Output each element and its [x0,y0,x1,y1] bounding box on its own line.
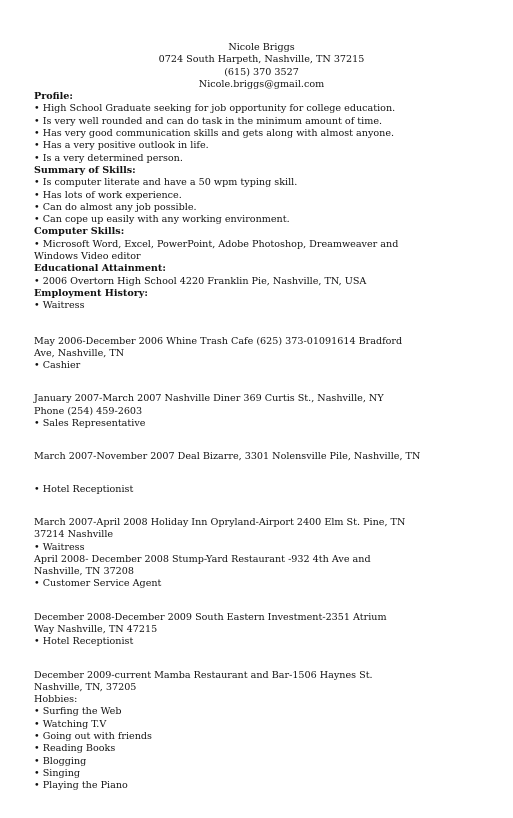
spacer [34,591,489,612]
employment-entry: December 2009-current Mamba Restaurant and Bar-1506 Haynes St. Nashville, TN, 37205 [34,669,373,693]
spacer [34,464,489,484]
hobby-item: • Going out with friends [34,731,489,743]
resume-document [34,42,489,793]
hobby-item: • Playing the Piano [34,780,489,792]
computer-skills-item: • Microsoft Word, Excel, PowerPoint, Adobe Photoshop, Dreamweaver and Windows Video editor [34,239,409,264]
employment-entry: January 2007-March 2007 Nashville Diner 369 Curtis St., Nashville, NY Phone (254) 459-2603 [34,393,384,417]
hobby-item: • Singing [34,768,489,780]
resume-address: 0724 South Harpeth, Nashville, TN 37215 [158,54,365,66]
employment-entry: March 2007-April 2008 Holiday Inn Opryland-Airport 2400 Elm St. Pine, TN 37214 Nashville [34,516,406,541]
employment-entry: May 2006-December 2006 Whine Trash Cafe (625) 373-01091614 Bradford Ave, Nashville, TN [34,335,403,359]
skills-summary-item: • Can cope up easily with any working environment. [34,214,489,226]
spacer [34,496,489,517]
resume-phone: (615) 370 3527 [224,66,299,78]
hobby-item: • Watching T.V [34,719,489,731]
skills-summary-item: • Can do almost any job possible. [34,202,489,214]
employment-entry: December 2008-December 2009 South Eastern Investment-2351 Atrium Way Nashville, TN 47215 [34,611,387,635]
education-item: • 2006 Overtorn High School 4220 Franklin Pie, Nashville, TN, USA [34,276,489,288]
employment-role: • Waitress [34,300,489,312]
education-heading: Educational Attainment: [34,263,166,275]
skills-summary-item: • Has lots of work experience. [34,190,489,202]
profile-heading: Profile: [34,91,73,103]
profile-item: • High School Graduate seeking for job opportunity for college education. [34,103,489,115]
skills-summary-item: • Is computer literate and have a 50 wpm typing skill. [34,177,489,189]
profile-item: • Is very well rounded and can do task in the minimum amount of time. [34,116,489,128]
hobby-item: • Surfing the Web [34,706,489,718]
resume-name: Nicole Briggs [228,42,295,53]
employment-role: • Cashier [34,360,489,372]
profile-item: • Has very good communication skills and gets along with almost anyone. [34,128,489,140]
employment-role: • Hotel Receptionist [34,636,489,648]
employment-role: • Customer Service Agent [34,578,489,590]
hobby-item: • Blogging [34,756,489,768]
skills-summary-heading: Summary of Skills: [34,164,136,176]
spacer [34,313,489,336]
employment-entry: April 2008- December 2008 Stump-Yard Restaurant -932 4th Ave and Nashville, TN 37208 [34,553,371,578]
spacer [34,372,489,393]
hobbies-heading: Hobbies: [34,694,78,706]
profile-item: • Is a very determined person. [34,153,489,165]
employment-role: • Sales Representative [34,418,489,430]
computer-skills-heading: Computer Skills: [34,226,125,238]
spacer [34,430,489,451]
hobby-item: • Reading Books [34,743,489,755]
employment-heading: Employment History: [34,287,148,299]
resume-email: Nicole.briggs@gmail.com [198,78,325,90]
employment-role: • Waitress [34,542,489,554]
spacer [34,649,489,670]
profile-item: • Has a very positive outlook in life. [34,140,489,152]
employment-entry: March 2007-November 2007 Deal Bizarre, 3301 Nolensville Pile, Nashville, TN [34,451,421,463]
employment-role: • Hotel Receptionist [34,484,489,496]
